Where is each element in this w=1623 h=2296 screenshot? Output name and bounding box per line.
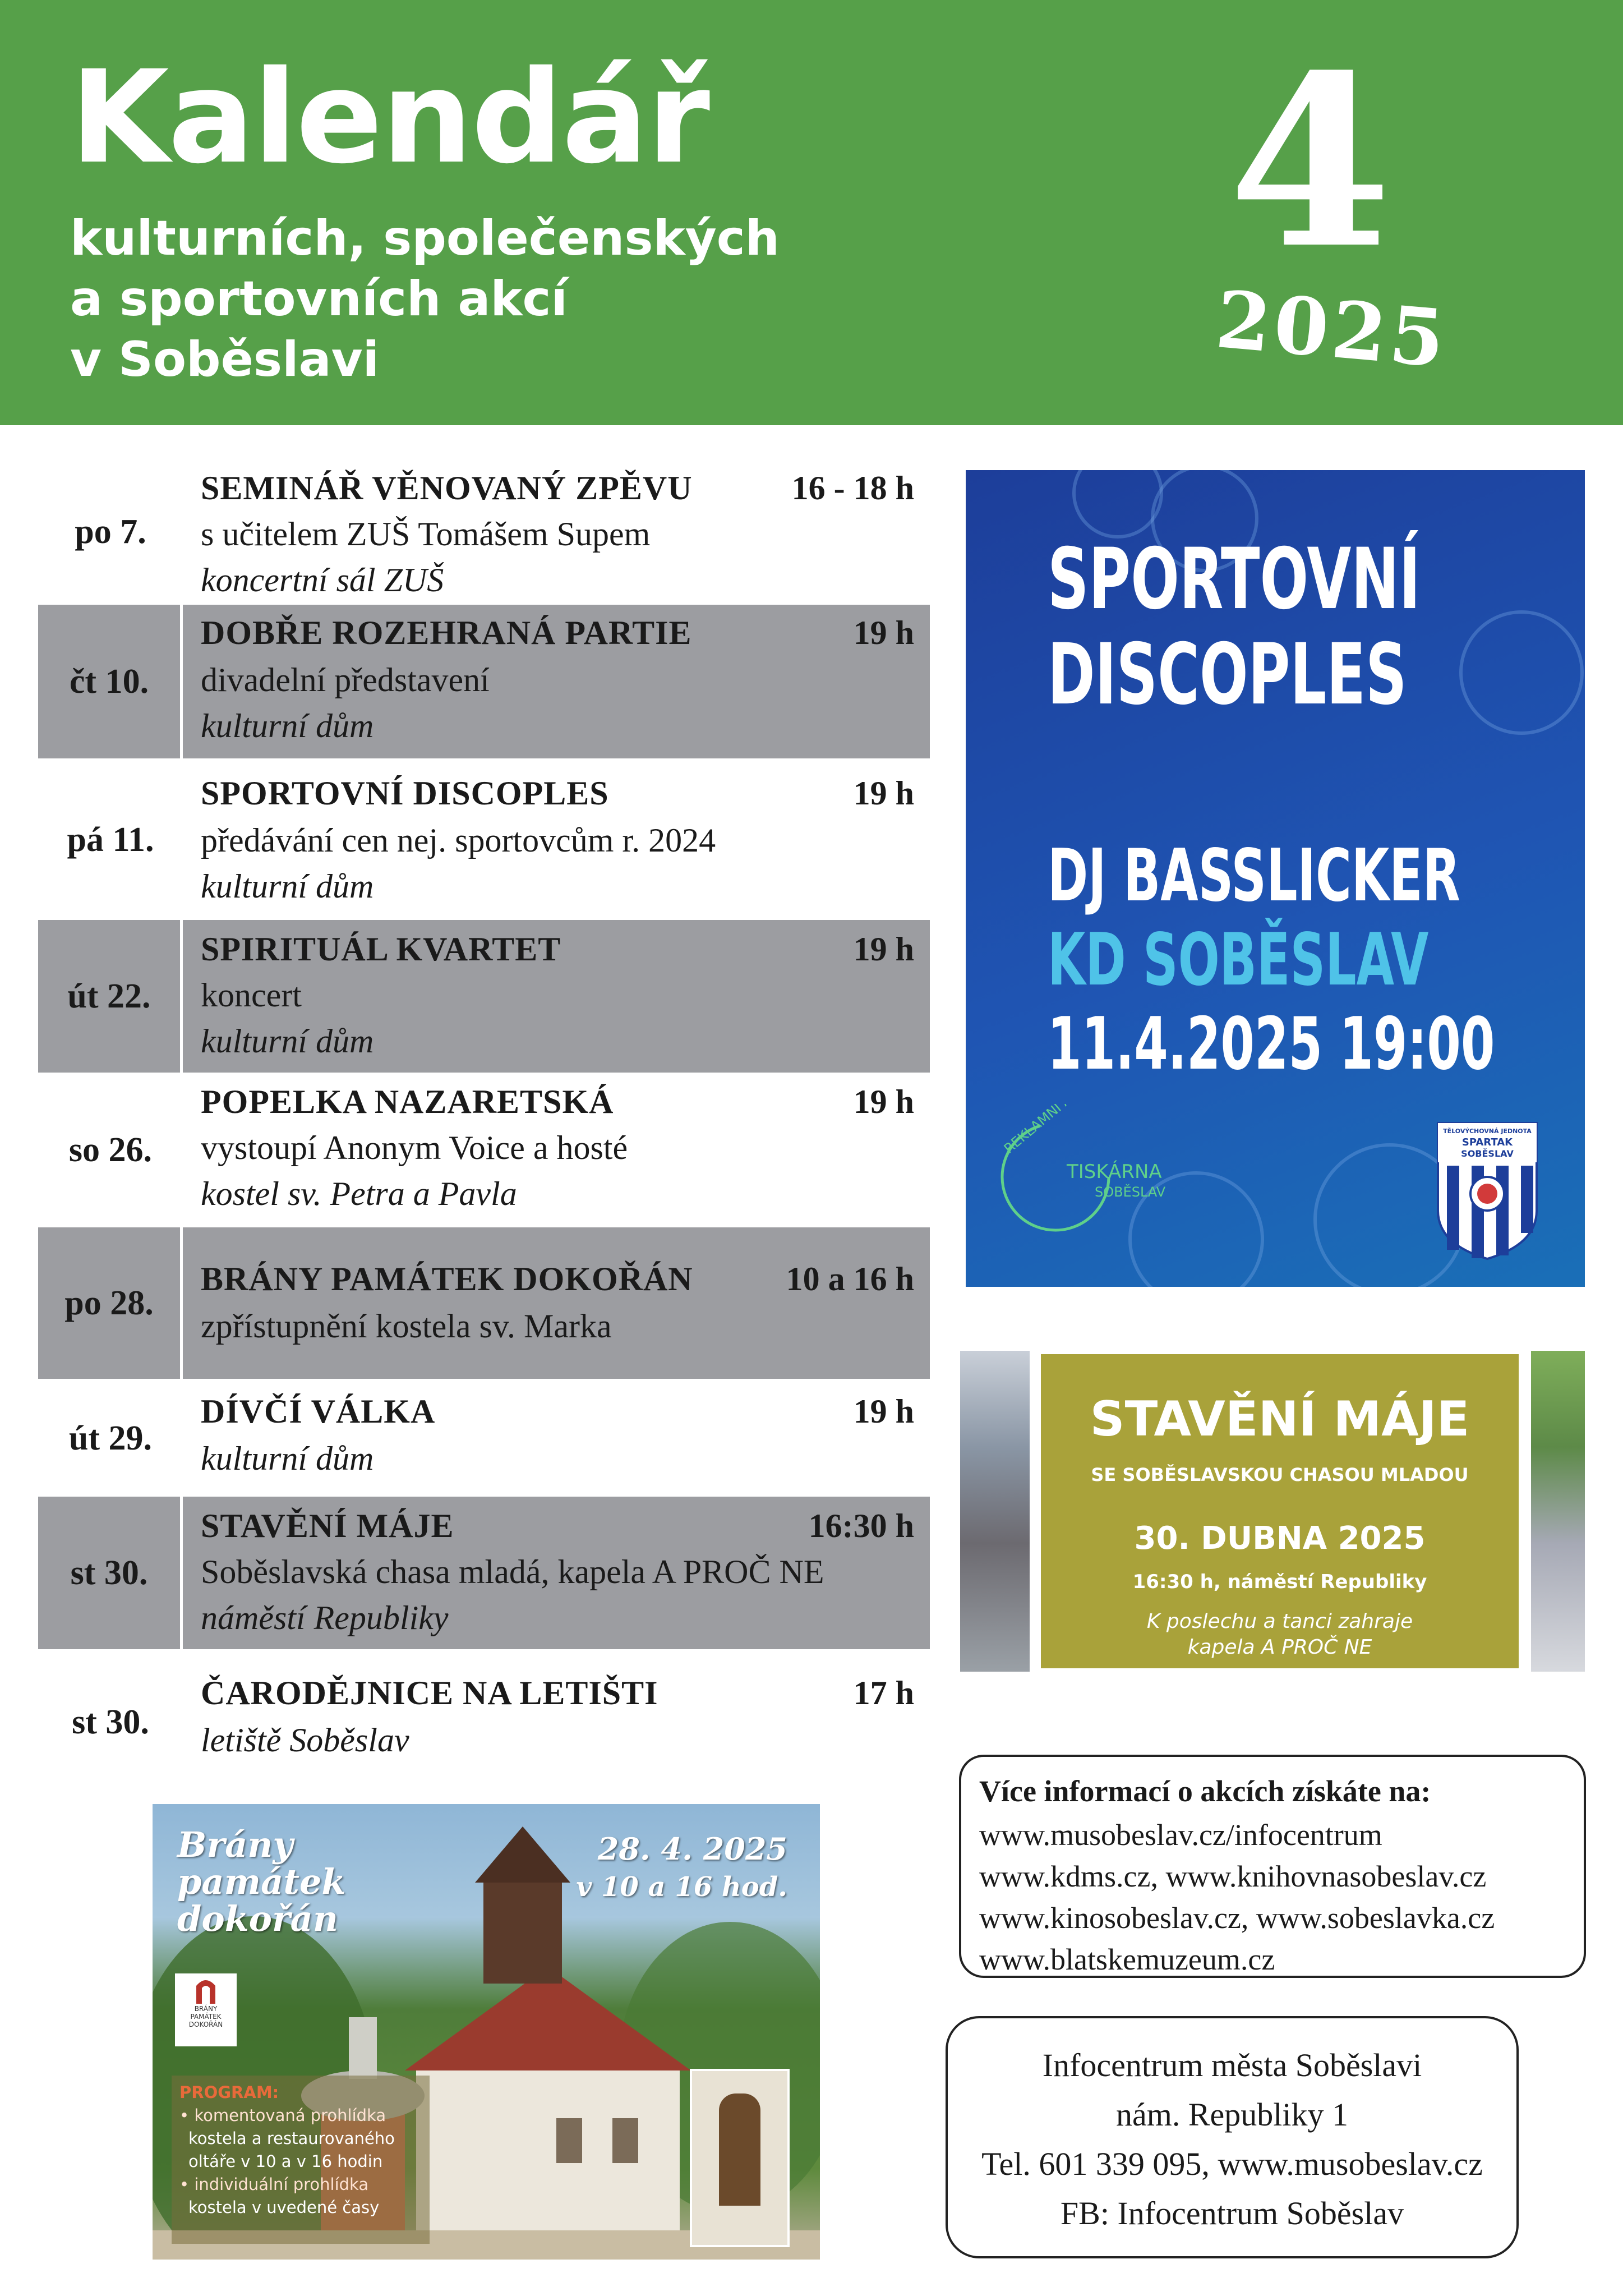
poster-venue: KD SOBĚSLAV [1048,918,1429,1002]
tiskarna-sobeslav-logo [988,1104,1190,1250]
logo-arc-text: REKLAMNÍ ATELIÉR [1000,1104,1109,1157]
event-title: SPIRITUÁL KVARTET [201,931,561,968]
contact-line: nám. Republiky 1 [1115,2096,1348,2133]
maje-time-place: 16:30 h, náměstí Republiky [1132,1571,1427,1593]
event-title: BRÁNY PAMÁTEK DOKOŘÁN [201,1260,693,1297]
brany-program-title: PROGRAM: [179,2083,279,2102]
event-day: st 30. [38,1497,183,1649]
event-day: so 26. [68,1130,153,1169]
poster-staveni-maje [960,1341,1585,1683]
tennis-racket-icon [1072,470,1163,539]
event-row [38,1074,930,1226]
event-row [38,1227,930,1379]
event-time: 19 h [853,1083,914,1120]
event-description: koncert [201,977,302,1014]
street-photo-right [1531,1351,1585,1672]
event-title: ČARODĚJNICE NA LETIŠTI [201,1674,658,1711]
spartak-sobeslav-crest [1436,1121,1539,1261]
poster-dj: DJ BASSLICKER [1048,834,1460,918]
subtitle-line-3: v Soběslavi [70,332,380,388]
brany-program-line: kostela a restaurovaného [188,2129,395,2148]
event-time: 19 h [853,614,914,651]
contact-line: Tel. 601 339 095, www.musobeslav.cz [981,2146,1483,2182]
event-title: STAVĚNÍ MÁJE [201,1507,454,1544]
event-venue: kostel sv. Petra a Pavla [201,1175,517,1212]
event-day: po 28. [38,1227,183,1379]
event-venue: kulturní dům [201,868,374,905]
brany-logo [175,1973,237,2046]
more-info-box [959,1755,1586,1978]
event-title: DÍVČÍ VÁLKA [201,1393,436,1430]
event-venue: koncertní sál ZUŠ [201,562,444,599]
event-time: 10 a 16 h [786,1260,914,1297]
event-venue: kulturní dům [201,707,374,744]
crest-city: SOBĚSLAV [1461,1148,1514,1159]
event-description: divadelní představení [201,661,490,698]
event-time: 19 h [853,775,914,812]
page-title: Kalendář [70,43,709,192]
event-venue: náměstí Republiky [201,1599,449,1636]
year: 2025 [1212,274,1452,386]
brany-title-2: památek [177,1861,346,1902]
event-time: 16:30 h [808,1507,914,1544]
brany-title-1: Brány [177,1824,293,1865]
brany-program [172,2076,430,2244]
event-description: Soběslavská chasa mladá, kapela A PROČ NE [201,1553,824,1590]
subtitle-line-2: a sportovních akcí [70,271,568,327]
info-link[interactable]: www.blatskemuzeum.cz [979,1943,1275,1976]
header-banner [0,0,1623,425]
poster-title-line-1: SPORTOVNÍ [1048,531,1421,628]
logo-city: SOBĚSLAV [1095,1184,1166,1200]
event-title: DOBŘE ROZEHRANÁ PARTIE [201,614,692,651]
infocentrum-contact-box [946,2016,1519,2258]
event-venue: letiště Soběslav [201,1722,409,1759]
street-photo-left [960,1351,1030,1672]
brany-program-line: kostela v uvedené časy [188,2198,380,2217]
event-row [38,1497,930,1649]
ball-icon [1459,610,1584,735]
event-row [38,1383,930,1493]
event-day: út 29. [68,1419,153,1457]
event-row [38,460,930,604]
maje-info-box [1041,1354,1519,1668]
event-day: st 30. [72,1703,149,1741]
event-description: s učitelem ZUŠ Tomášem Supem [201,516,651,553]
maje-subtitle: SE SOBĚSLAVSKOU CHASOU MLADOU [1091,1464,1469,1485]
event-title: SEMINÁŘ VĚNOVANÝ ZPĚVU [201,470,693,507]
info-link[interactable]: www.kinosobeslav.cz, www.sobeslavka.cz [979,1901,1495,1935]
event-row [38,1666,930,1778]
poster-datetime: 11.4.2025 19:00 [1048,1002,1495,1086]
logo-name: TISKÁRNA [1067,1161,1162,1183]
brany-time: v 10 a 16 hod. [576,1871,787,1903]
brany-program-line: • individuální prohlídka [179,2175,369,2194]
maje-note-2: kapela A PROČ NE [1187,1636,1372,1659]
month-number: 4 [1228,24,1393,301]
brany-program-line: oltáře v 10 a v 16 hodin [188,2152,383,2171]
event-day: pá 11. [67,820,154,859]
event-day: čt 10. [38,605,183,758]
crest-name: SPARTAK [1461,1137,1513,1148]
poster-sportovni-discoples [966,470,1585,1287]
event-time: 16 - 18 h [791,470,914,507]
contact-line: FB: Infocentrum Soběslav [1060,2195,1404,2231]
maje-title: STAVĚNÍ MÁJE [1090,1391,1470,1447]
event-row [38,763,930,917]
event-time: 19 h [853,1393,914,1430]
contact-line: Infocentrum města Soběslavi [1042,2047,1422,2083]
poster-brany-pamatek [153,1804,820,2260]
maje-date: 30. DUBNA 2025 [1134,1520,1426,1557]
brany-logo-line-1: BRÁNY [194,2005,218,2013]
info-link[interactable]: www.musobeslav.cz/infocentrum [979,1818,1382,1852]
event-venue: kulturní dům [201,1440,374,1477]
event-description: zpřístupnění kostela sv. Marka [201,1308,612,1345]
brany-title-3: dokořán [177,1898,338,1939]
brany-logo-line-3: DOKOŘÁN [188,2021,223,2028]
subtitle-line-1: kulturních, společenských [70,210,780,266]
event-day: po 7. [75,512,146,551]
poster-title-line-2: DISCOPLES [1048,626,1407,724]
event-day: út 22. [38,920,183,1073]
maje-note-1: K poslechu a tanci zahraje [1146,1610,1413,1633]
event-description: předávání cen nej. sportovcům r. 2024 [201,822,716,859]
event-row [38,605,930,758]
event-title: SPORTOVNÍ DISCOPLES [201,775,609,812]
crest-top-text: TĚLOVÝCHOVNÁ JEDNOTA [1443,1128,1532,1135]
event-time: 17 h [853,1674,914,1711]
event-time: 19 h [853,931,914,968]
event-venue: kulturní dům [201,1023,374,1060]
altar-photo [690,2069,790,2247]
more-info-heading: Více informací o akcích získáte na: [979,1774,1431,1808]
event-row [38,920,930,1073]
event-title: POPELKA NAZARETSKÁ [201,1083,614,1120]
event-description: vystoupí Anonym Voice a hosté [201,1129,628,1166]
brany-date: 28. 4. 2025 [597,1831,787,1867]
brany-program-line: • komentovaná prohlídka [179,2106,386,2125]
info-link[interactable]: www.kdms.cz, www.knihovnasobeslav.cz [979,1860,1487,1893]
brany-logo-line-2: PAMÁTEK [190,2013,222,2021]
